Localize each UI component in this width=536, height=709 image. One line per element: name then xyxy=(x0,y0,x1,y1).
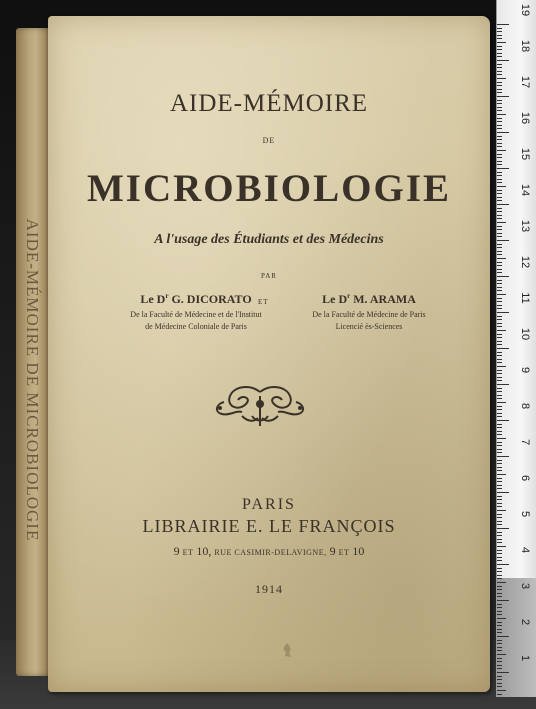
ruler-tick xyxy=(497,334,502,335)
ruler-tick xyxy=(497,582,506,583)
par-label: PAR xyxy=(261,272,277,280)
ruler-number: 7 xyxy=(519,438,531,446)
ruler-tick xyxy=(497,506,502,507)
ruler-tick xyxy=(497,24,509,25)
ruler-tick xyxy=(497,402,506,403)
ruler-tick xyxy=(497,161,502,162)
ruler-tick xyxy=(497,650,502,651)
ruler-tick xyxy=(497,416,502,417)
ruler-tick xyxy=(497,517,502,518)
author-1-affiliation: De la Faculté de Médecine et de l'Institut de Médecine Coloniale de Paris xyxy=(130,310,262,331)
ruler-tick xyxy=(497,186,506,187)
title-line1: AIDE-MÉMOIRE xyxy=(169,90,369,117)
ruler-tick xyxy=(497,136,502,137)
ruler-tick xyxy=(497,449,502,450)
ruler-number: 1 xyxy=(519,654,531,662)
ruler-tick xyxy=(497,384,509,385)
ruler-tick xyxy=(497,190,502,191)
ruler-tick xyxy=(497,470,502,471)
ruler-tick xyxy=(497,341,502,342)
ruler-tick xyxy=(497,53,502,54)
ruler-tick xyxy=(497,125,502,126)
ruler-tick xyxy=(497,478,502,479)
ruler-tick xyxy=(497,686,502,687)
spine-title-text: AIDE-MÉMOIRE DE MICROBIOLOGIE xyxy=(23,218,42,542)
ruler-tick xyxy=(497,96,509,97)
ruler-tick xyxy=(497,265,502,266)
et-label: ET xyxy=(258,298,269,306)
ruler-tick xyxy=(497,100,502,101)
ruler-tick xyxy=(497,629,502,630)
ruler-tick xyxy=(497,366,506,367)
ruler-tick xyxy=(497,344,502,345)
ruler-tick xyxy=(497,553,502,554)
ruler-number: 17 xyxy=(519,75,531,89)
ruler-tick xyxy=(497,647,502,648)
ruler-tick xyxy=(497,118,502,119)
ruler-tick xyxy=(497,211,502,212)
ruler-tick xyxy=(497,168,509,169)
ruler-tick xyxy=(497,35,502,36)
ruler-tick xyxy=(497,571,502,572)
ruler-tick xyxy=(497,474,506,475)
ruler-tick xyxy=(497,200,502,201)
ruler-tick xyxy=(497,434,502,435)
ornament-vignette xyxy=(212,382,308,432)
ruler-tick xyxy=(497,337,502,338)
ruler-tick xyxy=(497,460,502,461)
ruler-tick xyxy=(497,589,502,590)
title-main: MICROBIOLOGIE xyxy=(86,167,452,210)
ruler-tick xyxy=(497,575,502,576)
ruler-tick xyxy=(497,258,506,259)
ruler-tick xyxy=(497,481,502,482)
ruler-tick xyxy=(497,370,502,371)
ruler-tick xyxy=(497,204,509,205)
ruler-tick xyxy=(497,377,502,378)
ruler-tick xyxy=(497,298,502,299)
ruler-tick xyxy=(497,218,502,219)
ruler-tick xyxy=(497,240,509,241)
ruler-tick xyxy=(497,496,502,497)
ruler-number: 3 xyxy=(519,582,531,590)
ruler-tick xyxy=(497,272,502,273)
ruler-number: 13 xyxy=(519,219,531,233)
ruler-number: 6 xyxy=(519,474,531,482)
city: PARIS xyxy=(242,496,296,513)
spine-title xyxy=(20,170,44,590)
ruler-tick xyxy=(497,146,502,147)
ruler-tick xyxy=(497,229,502,230)
ruler-tick xyxy=(497,71,502,72)
ruler-tick xyxy=(497,85,502,86)
ruler-tick xyxy=(497,247,502,248)
ruler-tick xyxy=(497,564,509,565)
ruler-tick xyxy=(497,614,502,615)
ruler-tick xyxy=(497,546,506,547)
ruler-tick xyxy=(497,672,509,673)
ruler-tick xyxy=(497,593,502,594)
ruler-tick xyxy=(497,568,502,569)
ruler-tick xyxy=(497,182,502,183)
ruler-tick xyxy=(497,107,502,108)
ruler-tick xyxy=(497,618,506,619)
ruler-tick xyxy=(497,294,506,295)
ruler-tick xyxy=(497,348,509,349)
ruler-tick xyxy=(497,56,502,57)
ruler-tick xyxy=(497,409,502,410)
ruler-tick xyxy=(497,413,502,414)
ruler-tick xyxy=(497,600,509,601)
ruler-tick xyxy=(497,46,502,47)
ruler-tick xyxy=(497,420,509,421)
ruler-tick xyxy=(497,49,502,50)
ruler-tick xyxy=(497,236,502,237)
ruler-tick xyxy=(497,452,502,453)
ruler-tick xyxy=(497,665,502,666)
book-cover xyxy=(48,16,490,692)
publisher: LIBRAIRIE E. LE FRANÇOIS xyxy=(142,516,396,536)
ruler-number: 8 xyxy=(519,402,531,410)
ruler-tick xyxy=(497,28,502,29)
author-2 xyxy=(284,292,454,333)
ruler-tick xyxy=(497,521,502,522)
author-2-affiliation: De la Faculté de Médecine de Paris Licencié ès-Sciences xyxy=(312,310,426,331)
ruler-tick xyxy=(497,67,502,68)
ruler-tick xyxy=(497,557,502,558)
ruler-tick xyxy=(497,388,502,389)
ruler-tick xyxy=(497,406,502,407)
ruler-tick xyxy=(497,539,502,540)
ruler-tick xyxy=(497,622,502,623)
ruler-number: 2 xyxy=(519,618,531,626)
ruler-tick xyxy=(497,485,502,486)
ruler-tick xyxy=(497,391,502,392)
ruler-tick xyxy=(497,197,502,198)
title-de: DE xyxy=(262,136,276,145)
ruler-tick xyxy=(497,222,506,223)
ruler-tick xyxy=(497,683,502,684)
ruler-tick xyxy=(497,467,502,468)
ruler-tick xyxy=(497,532,502,533)
ruler-tick xyxy=(497,92,502,93)
ruler-tick xyxy=(497,316,502,317)
ruler-number: 19 xyxy=(519,3,531,17)
ruler-tick xyxy=(497,276,509,277)
ruler-tick xyxy=(497,395,502,396)
ruler-tick xyxy=(497,172,502,173)
ruler-tick xyxy=(497,586,502,587)
ruler-tick xyxy=(497,226,502,227)
ruler-tick xyxy=(497,550,502,551)
ruler-tick xyxy=(497,607,502,608)
ruler-tick xyxy=(497,427,502,428)
ruler-tick xyxy=(497,283,502,284)
subtitle: A l'usage des Étudiants et des Médecins xyxy=(154,232,384,247)
ruler-tick xyxy=(497,424,502,425)
ruler-tick xyxy=(497,431,502,432)
ruler-tick xyxy=(497,643,502,644)
ruler-number: 12 xyxy=(519,255,531,269)
ruler-tick xyxy=(497,661,502,662)
ruler-tick xyxy=(497,611,502,612)
ruler-number: 5 xyxy=(519,510,531,518)
ruler-tick xyxy=(497,456,509,457)
ruler-tick xyxy=(497,193,502,194)
ruler-dark-section xyxy=(496,578,536,697)
ruler-tick xyxy=(497,290,502,291)
ruler-tick xyxy=(497,175,502,176)
ruler-tick xyxy=(497,262,502,263)
ruler-tick xyxy=(497,694,502,695)
ruler-tick xyxy=(497,60,509,61)
ruler-number: 9 xyxy=(519,366,531,374)
ruler-tick xyxy=(497,323,502,324)
ruler-tick xyxy=(497,251,502,252)
ruler-tick xyxy=(497,445,502,446)
ruler-tick xyxy=(497,492,509,493)
author-1-name: Le $D^r$ G. DICORATO xyxy=(140,292,252,306)
ruler-tick xyxy=(497,82,502,83)
ruler-tick xyxy=(497,89,502,90)
ruler-tick xyxy=(497,179,502,180)
ruler-tick xyxy=(497,499,502,500)
ruler-tick xyxy=(497,269,502,270)
ruler-tick xyxy=(497,38,502,39)
ruler-tick xyxy=(497,679,502,680)
ruler-tick xyxy=(497,380,502,381)
ruler-tick xyxy=(497,542,502,543)
ruler-tick xyxy=(497,103,502,104)
ruler-tick xyxy=(497,658,502,659)
ruler-tick xyxy=(497,514,502,515)
ruler-tick xyxy=(497,121,502,122)
ruler-tick xyxy=(497,625,502,626)
ruler-tick xyxy=(497,654,506,655)
ruler-tick xyxy=(497,139,502,140)
ruler-tick xyxy=(497,528,509,529)
ruler-number: 10 xyxy=(519,327,531,341)
ruler-tick xyxy=(497,488,502,489)
ruler-tick xyxy=(497,74,502,75)
ruler-tick xyxy=(497,301,502,302)
ruler-tick xyxy=(497,510,506,511)
ruler-tick xyxy=(497,233,502,234)
ruler-tick xyxy=(497,560,502,561)
publisher-address: 9 ET 10, RUE CASIMIR-DELAVIGNE, 9 ET 10 xyxy=(173,544,365,558)
ruler-tick xyxy=(497,305,502,306)
ruler-tick xyxy=(497,64,502,65)
ruler-tick xyxy=(497,636,509,637)
ruler-number: 4 xyxy=(519,546,531,554)
ruler-tick xyxy=(497,326,502,327)
author-2-name: Le $D^r$ M. ARAMA xyxy=(322,292,416,306)
ruler-tick xyxy=(497,359,502,360)
ruler-tick xyxy=(497,157,502,158)
ruler-tick xyxy=(497,596,502,597)
ruler-tick xyxy=(497,280,502,281)
ruler-tick xyxy=(497,503,502,504)
ruler-tick xyxy=(497,31,502,32)
ruler-number: 15 xyxy=(519,147,531,161)
ruler-tick xyxy=(497,373,502,374)
ruler-tick xyxy=(497,287,502,288)
ruler-tick xyxy=(497,362,502,363)
ruler-tick xyxy=(497,578,502,579)
ruler-tick xyxy=(497,308,502,309)
ruler-tick xyxy=(497,154,502,155)
ruler-number: 14 xyxy=(519,183,531,197)
ruler-tick xyxy=(497,110,502,111)
ruler-tick xyxy=(497,312,509,313)
ruler-tick xyxy=(497,114,506,115)
ruler-tick xyxy=(497,640,502,641)
ruler-tick xyxy=(497,524,502,525)
ruler-tick xyxy=(497,132,509,133)
ruler-tick xyxy=(497,319,502,320)
ruler-tick xyxy=(497,668,502,669)
ruler-tick xyxy=(497,676,502,677)
ruler-tick xyxy=(497,690,506,691)
ruler-tick xyxy=(497,150,506,151)
ruler-tick xyxy=(497,438,506,439)
ruler-tick xyxy=(497,254,502,255)
ruler-tick xyxy=(497,42,506,43)
ruler-tick xyxy=(497,330,506,331)
ruler-tick xyxy=(497,143,502,144)
ruler-tick xyxy=(497,398,502,399)
paper-stain xyxy=(280,642,294,658)
ruler-number: 11 xyxy=(519,292,531,304)
year: 1914 xyxy=(255,582,283,596)
ruler-tick xyxy=(497,208,502,209)
ruler-tick xyxy=(497,128,502,129)
ruler-tick xyxy=(497,535,502,536)
ruler-tick xyxy=(497,164,502,165)
ruler-tick xyxy=(497,355,502,356)
ruler-tick xyxy=(497,463,502,464)
ruler-tick xyxy=(497,604,502,605)
ruler-tick xyxy=(497,244,502,245)
ruler-number: 18 xyxy=(519,39,531,53)
ruler-tick xyxy=(497,78,506,79)
ruler-number: 16 xyxy=(519,111,531,125)
ruler-tick xyxy=(497,442,502,443)
ruler-tick xyxy=(497,352,502,353)
ruler-tick xyxy=(497,215,502,216)
ruler-tick xyxy=(497,632,502,633)
